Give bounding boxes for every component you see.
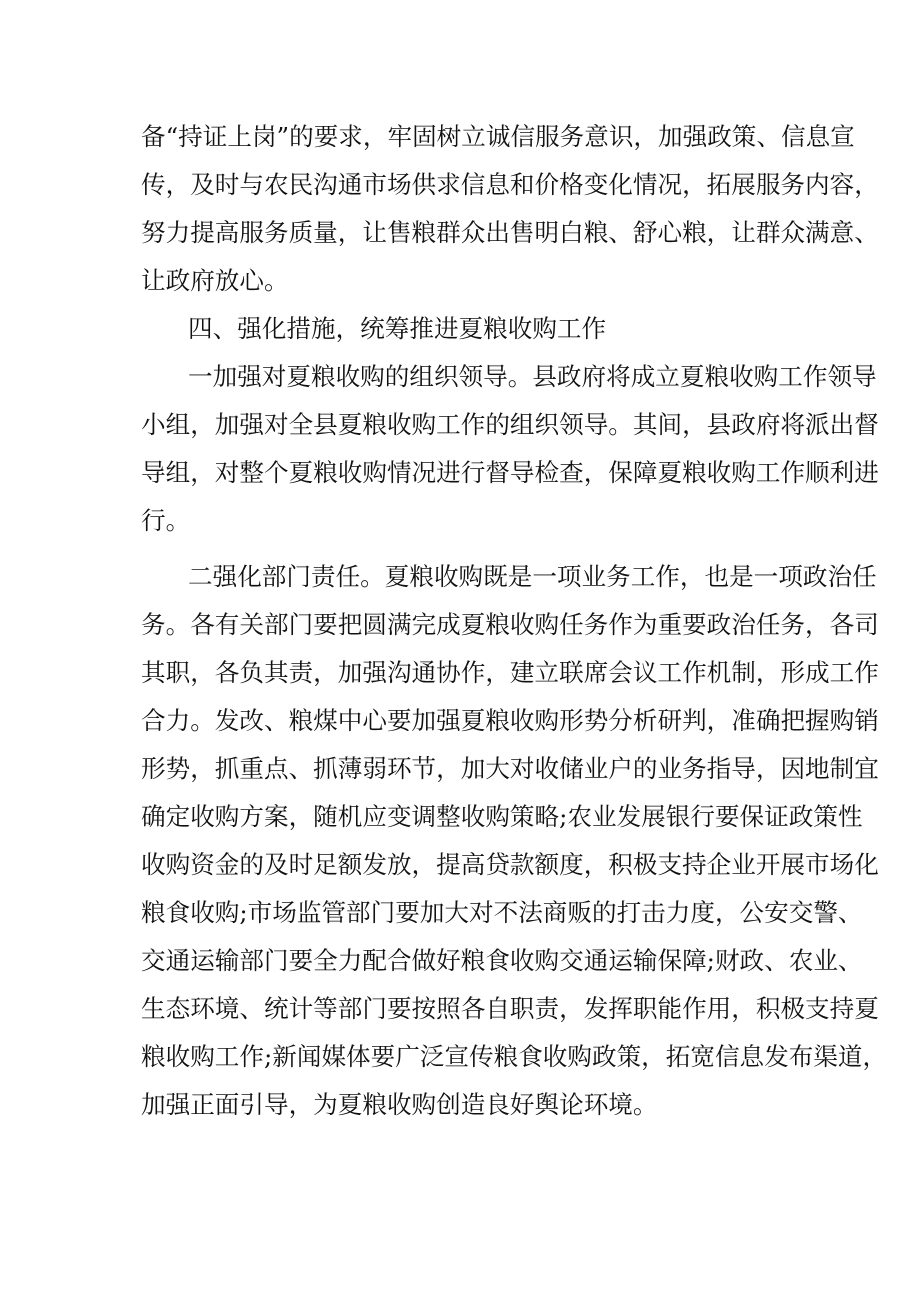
text-line: 让政府放心。	[141, 266, 289, 295]
text-line: 务。各有关部门要把圆满完成夏粮收购任务作为重要政治任务，各司	[141, 610, 879, 639]
text-line: 合力。发改、粮煤中心要加强夏粮收购形势分析研判，准确把握购销	[141, 706, 879, 735]
text-line: 行。	[141, 506, 191, 535]
section-heading-text: 四、强化措施，统筹推进夏粮收购工作	[188, 314, 607, 343]
text-line: 粮食收购;市场监管部门要加大对不法商贩的打击力度，公安交警、	[141, 898, 863, 927]
text-line: 一加强对夏粮收购的组织领导。县政府将成立夏粮收购工作领导	[188, 362, 877, 391]
text-line: 收购资金的及时足额发放，提高贷款额度，积极支持企业开展市场化	[141, 850, 879, 879]
text-line: 其职，各负其责，加强沟通协作，建立联席会议工作机制，形成工作	[141, 658, 879, 687]
text-line: 努力提高服务质量，让售粮群众出售明白粮、舒心粮，让群众满意、	[141, 218, 879, 247]
text-line: 形势，抓重点、抓薄弱环节，加大对收储业户的业务指导，因地制宜	[141, 754, 879, 783]
text-line: 加强正面引导，为夏粮收购创造良好舆论环境。	[141, 1090, 658, 1119]
text-line: 交通运输部门要全力配合做好粮食收购交通运输保障;财政、农业、	[141, 946, 863, 975]
text-line: 二强化部门责任。夏粮收购既是一项业务工作，也是一项政治任	[188, 562, 877, 591]
text-line: 粮收购工作;新闻媒体要广泛宣传粮食收购政策，拓宽信息发布渠道，	[141, 1042, 888, 1071]
text-line: 生态环境、统计等部门要按照各自职责，发挥职能作用，积极支持夏	[141, 994, 879, 1023]
text-line: 备“持证上岗”的要求，牢固树立诚信服务意识，加强政策、信息宣	[141, 122, 855, 151]
text-line: 传，及时与农民沟通市场供求信息和价格变化情况，拓展服务内容，	[141, 170, 879, 199]
text-line: 小组，加强对全县夏粮收购工作的组织领导。其间，县政府将派出督	[141, 410, 879, 439]
text-line: 导组，对整个夏粮收购情况进行督导检查，保障夏粮收购工作顺利进	[141, 458, 879, 487]
text-line: 确定收购方案，随机应变调整收购策略;农业发展银行要保证政策性	[141, 802, 863, 831]
